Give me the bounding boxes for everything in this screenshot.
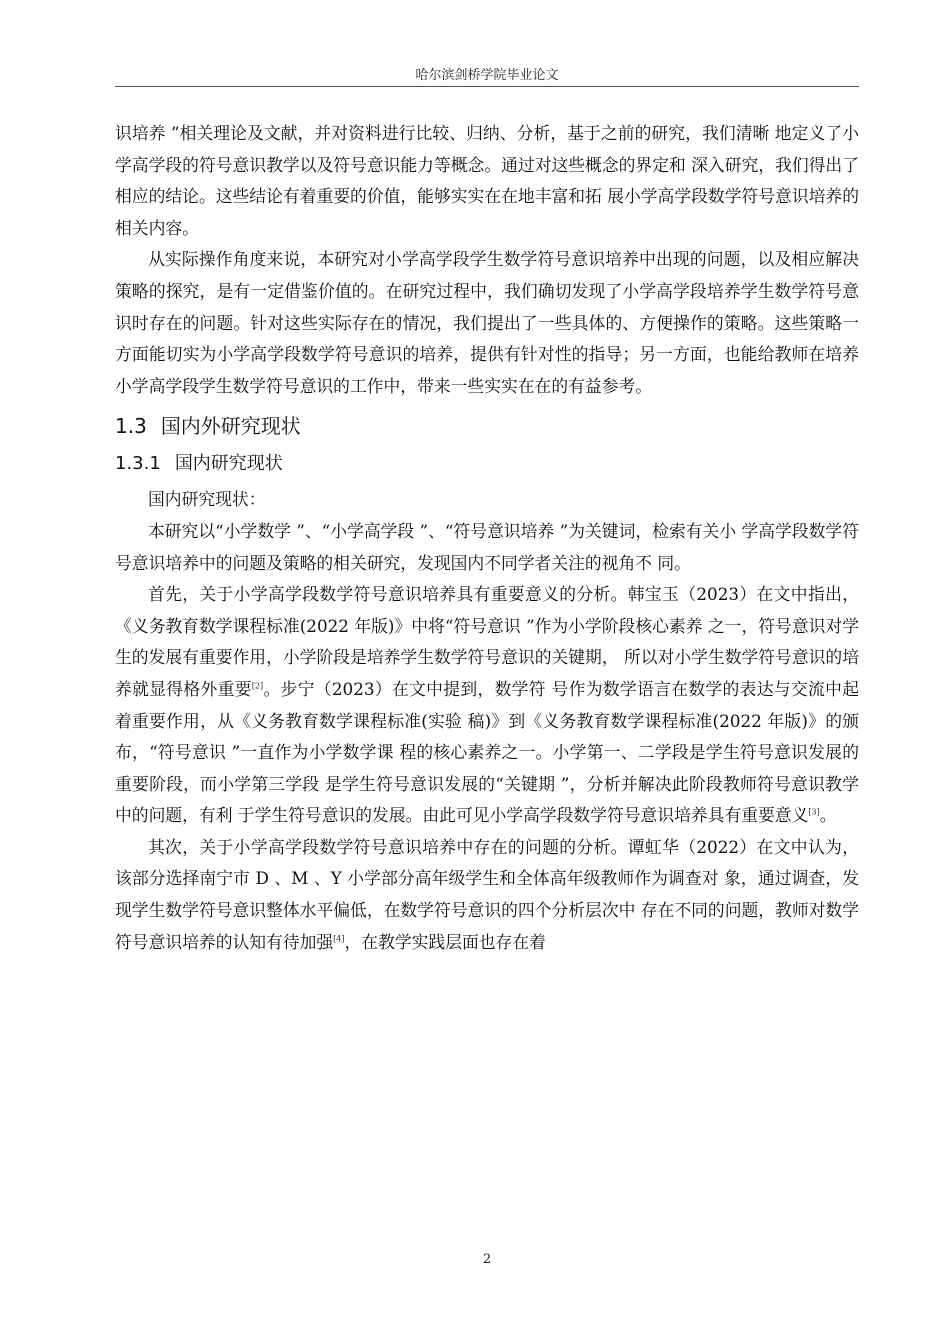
page-number: 2 xyxy=(482,1252,492,1267)
subsection-title: 国内研究现状 xyxy=(174,453,283,475)
section-title: 国内外研究现状 xyxy=(160,414,301,439)
paragraph-text: ，在教学实践层面也存在着 xyxy=(344,931,546,952)
subsection-number: 1.3.1 xyxy=(115,453,161,475)
paragraph-importance xyxy=(115,579,859,832)
header-divider xyxy=(115,86,859,87)
paragraph-domestic-label: 国内研究现状： xyxy=(148,489,266,510)
paragraph-keywords: 本研究以“小学数学 ”、“小学高学段 ”、“符号意识培养 ”为关键词，检索有关小 学高学段数学符号意识培养中的问题及策略的相关研究，发现国内不同学者关注的视角不 同。 xyxy=(115,520,859,573)
page-body xyxy=(115,118,859,958)
subsection-heading xyxy=(115,448,859,480)
paragraph-text: 其次，关于小学高学段数学符号意识培养中存在的问题的分析。谭虹华（2022）在文中认为，该部分选择南宁市 D 、M 、Y 小学部分高年级学生和全体高年级教师作为调查对 象，通过调查，发现学生数学符号意识整体水平偏低，在数学符号意识的四个分析层次中 存在不同的问题，教师对数学符号意识培养的认知有待加强 xyxy=(115,836,859,952)
section-heading xyxy=(115,410,859,442)
paragraph-text: 。步宁（2023）在文中提到，数学符 号作为数学语言在数学的表达与交流中起着重要作用，从《义务教育数学课程标准(实验 稿)》到《义务教育数学课程标准(2022 年版)》的颁布，“符号意识 ”一直作为小学数学课 程的核心素养之一。小学第一、二学段是学生符号意识发展的重要阶段，而小学第三学段 是学生符号意识发展的“关键期 ”，分析并解决此阶段教师符号意识教学中的问题，有利 于学生符号意识的发展。由此可见小学高学段数学符号意识培养具有重要意义 xyxy=(115,678,859,826)
paragraph-text: 首先，关于小学高学段数学符号意识培养具有重要意义的分析。韩宝玉（2023）在文中指出，《义务教育数学课程标准(2022 年版)》中将“符号意识 ”作为小学阶段核心素养 之一，符号意识对学生的发展有重要作用，小学阶段是培养学生数学符号意识的关键期， 所以对小学生数学符号意识的培养就显得格外重要 xyxy=(115,584,859,699)
section-number: 1.3 xyxy=(115,414,147,439)
citation-ref: [4] xyxy=(333,934,345,944)
paragraph-continuation: 识培养 ”相关理论及文献，并对资料进行比较、归纳、分析，基于之前的研究，我们清晰 地定义了小学高学段的符号意识教学以及符号意识能力等概念。通过对这些概念的界定和 深入研究，我们得出了相应的结论。这些结论有着重要的价值，能够实实在在地丰富和拓 展小学高学段数学符号意识培养的相关内容。 xyxy=(115,123,859,238)
paragraph-text: 。 xyxy=(819,805,837,826)
paragraph-problems xyxy=(115,832,859,958)
citation-ref: [2] xyxy=(251,681,264,691)
citation-ref: [3] xyxy=(808,807,820,817)
paragraph-practical-value: 从实际操作角度来说，本研究对小学高学段学生数学符号意识培养中出现的问题，以及相应解决策略的探究，是有一定借鉴价值的。在研究过程中，我们确切发现了小学高学段培养学生数学符号意识时存在的问题。针对这些实际存在的情况，我们提出了一些具体的、方便操作的策略。这些策略一方面能切实为小学高学段数学符号意识的培养，提供有针对性的指导；另一方面，也能给教师在培养小学高学段学生数学符号意识的工作中，带来一些实实在在的有益参考。 xyxy=(115,249,859,396)
running-header: 哈尔滨剑桥学院毕业论文 xyxy=(415,68,559,83)
